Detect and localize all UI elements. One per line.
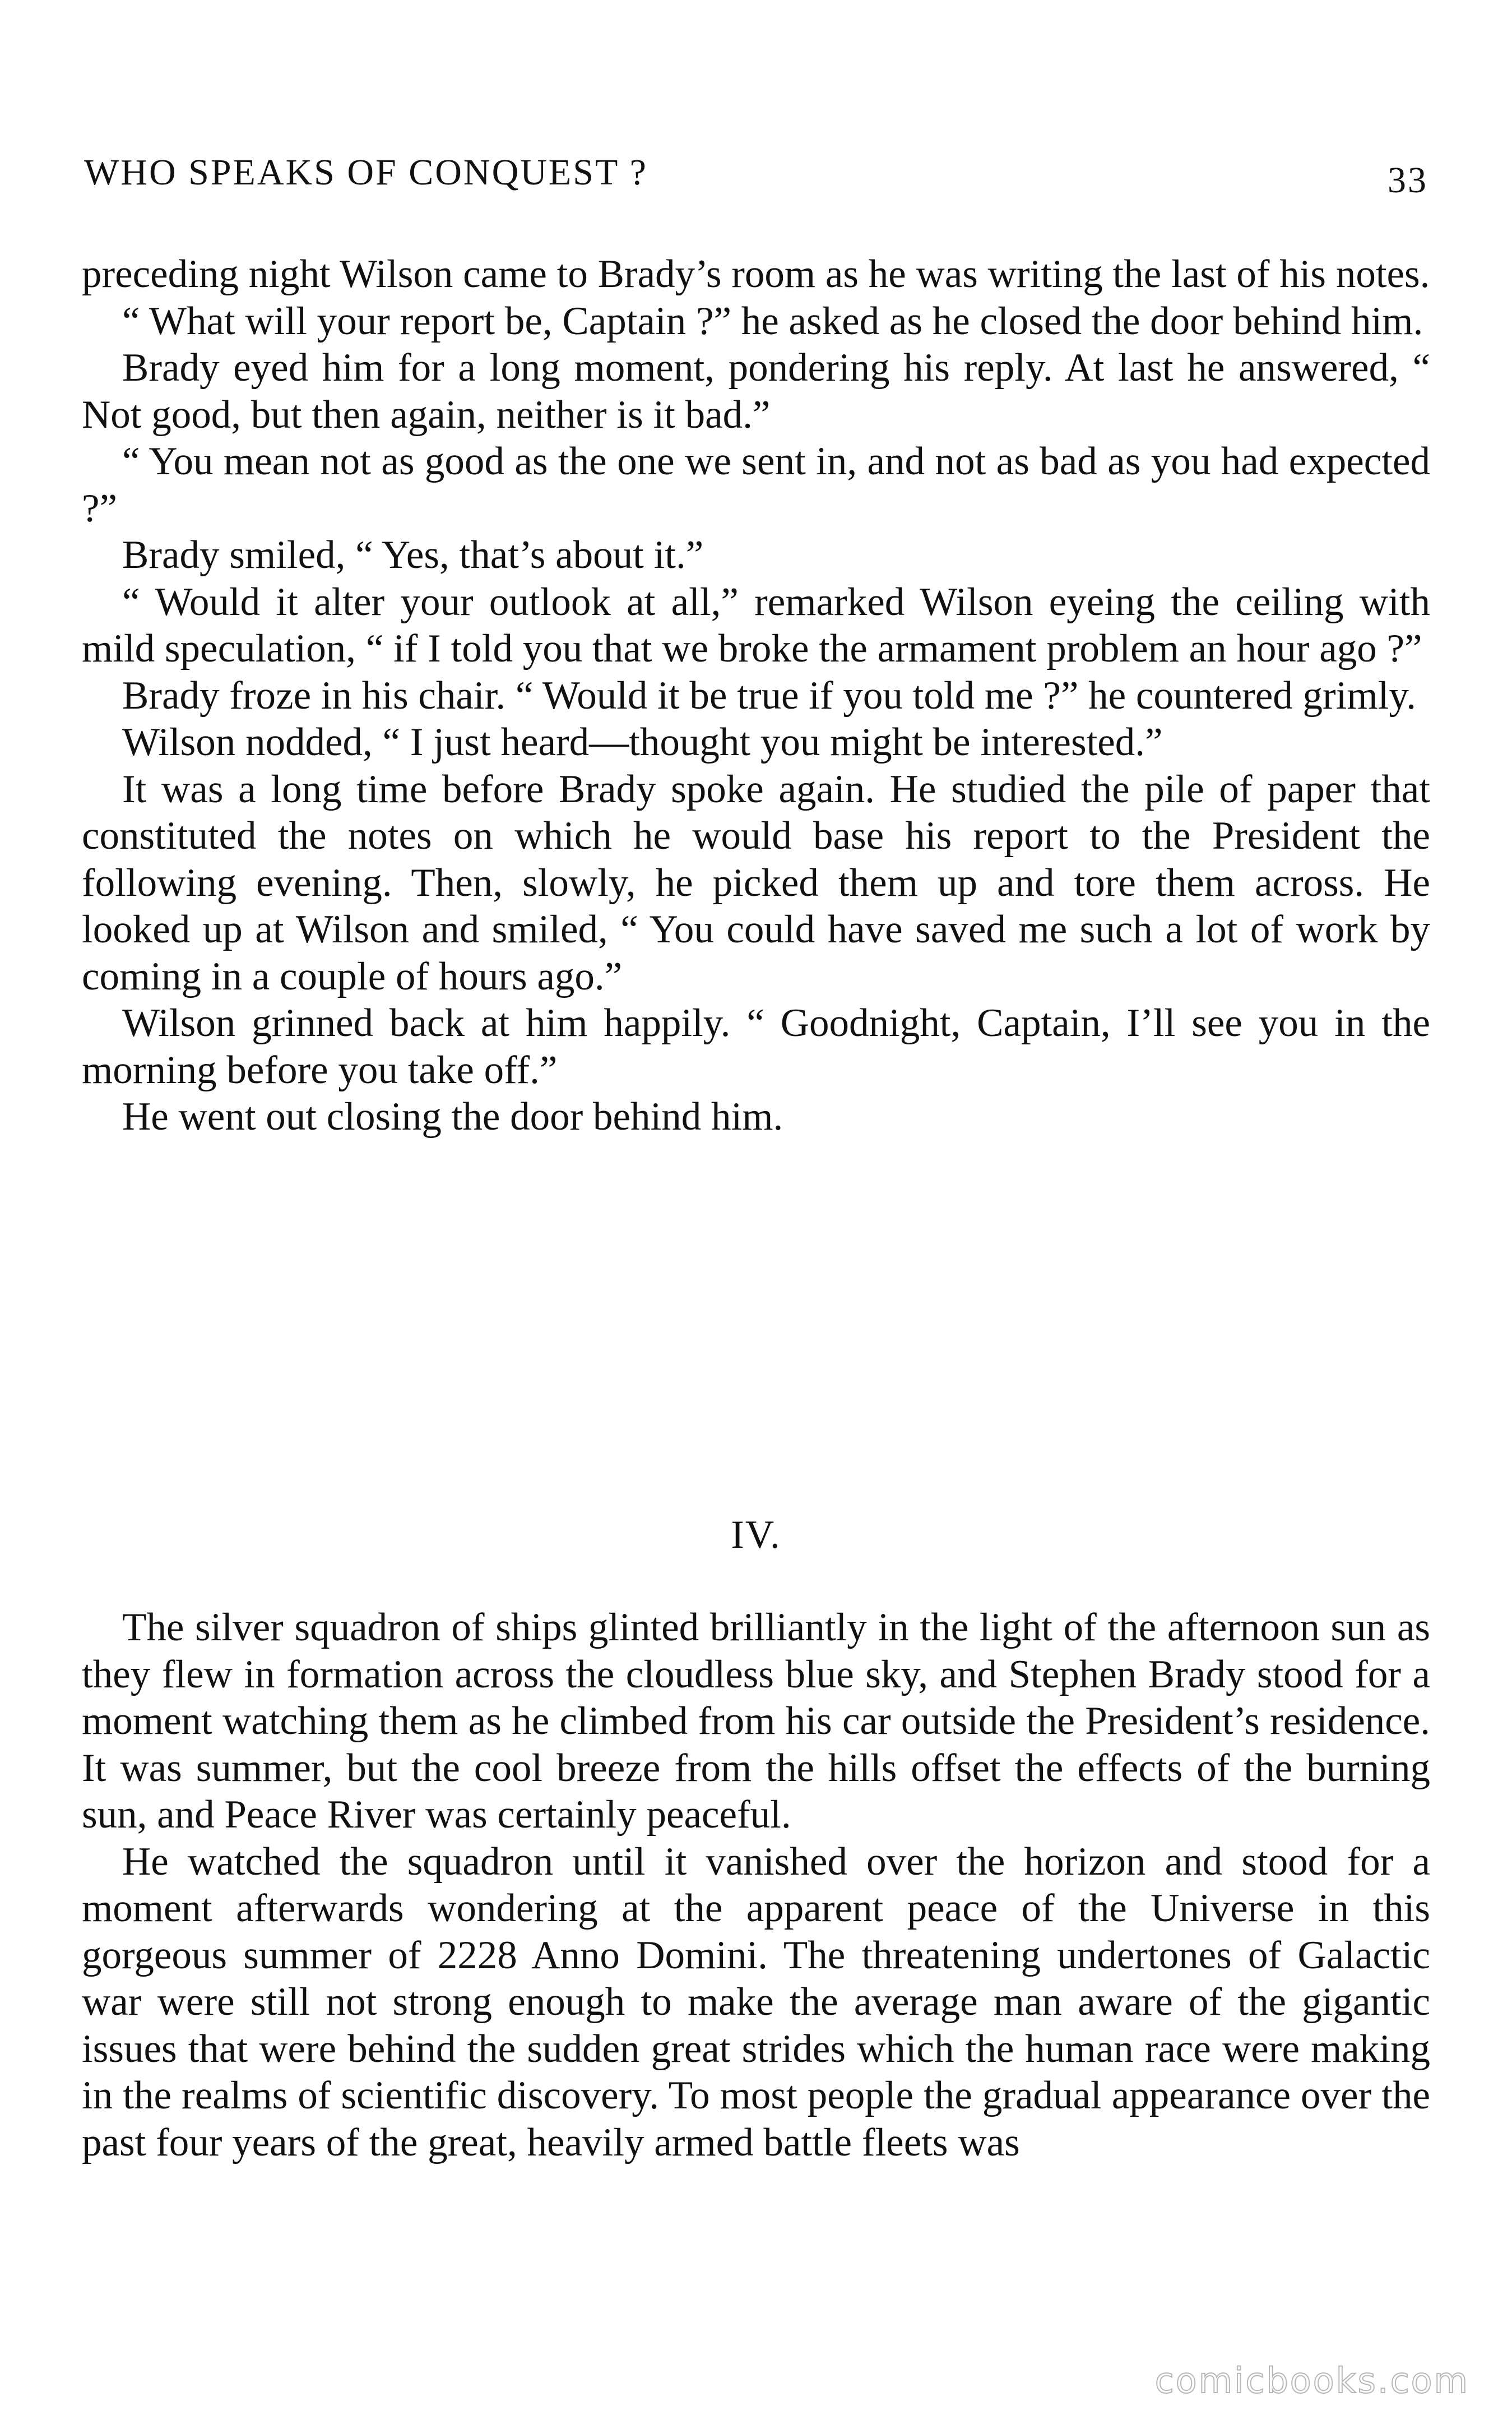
paragraph: Brady eyed him for a long moment, pondering his reply. At last he answered, “ Not good, but then again, neither is it bad.” [82, 346, 1430, 437]
paragraph: Wilson grinned back at him happily. “ Goodnight, Captain, I’ll see you in the morning before you take off.” [82, 1001, 1430, 1092]
paragraph: It was a long time before Brady spoke again. He studied the pile of paper that constituted the notes on which he would base his report to the President the following evening. Then, slowly, he picked them up and tore them across. He looked up at Wilson and smiled, “ You could have saved me such a lot of work by coming in a couple of hours ago.” [82, 767, 1430, 998]
paragraph: He went out closing the door behind him. [122, 1095, 783, 1139]
paragraph: Wilson nodded, “ I just heard—thought you might be interested.” [122, 720, 1163, 764]
paragraph: “ What will your report be, Captain ?” he asked as he closed the door behind him. [122, 299, 1423, 343]
paragraph: Brady smiled, “ Yes, that’s about it.” [122, 533, 704, 577]
section-heading: IV. [731, 1513, 781, 1557]
text-block-before-section [82, 251, 1430, 1141]
page-number: 33 [1388, 160, 1428, 201]
paragraph: Brady froze in his chair. “ Would it be true if you told me ?” he countered grimly. [122, 673, 1416, 718]
running-head: WHO SPEAKS OF CONQUEST ? [84, 152, 648, 193]
paragraph: The silver squadron of ships glinted brilliantly in the light of the afternoon sun as they flew in formation across the cloudless blue sky, and Stephen Brady stood for a moment watching them as he climbed from his car outside the President’s residence. It was summer, but the cool breeze from the hills offset the effects of the burning sun, and Peace River was certainly peaceful. [82, 1606, 1430, 1836]
paragraph: He watched the squadron until it vanished over the horizon and stood for a moment afterwards wondering at the apparent peace of the Universe in this gorgeous summer of 2228 Anno Domini. The threatening undertones of Galactic war were still not strong enough to make the average man aware of the gigantic issues that were behind the sudden great strides which the human race were making in the realms of scientific discovery. To most people the gradual appearance over the past four years of the great, heavily armed battle fleets was [82, 1839, 1430, 2164]
page-header [84, 151, 1428, 207]
paragraph: preceding night Wilson came to Brady’s room as he was writing the last of his notes. [82, 252, 1430, 296]
paragraph: “ You mean not as good as the one we sent in, and not as bad as you had expected ?” [82, 440, 1430, 530]
text-block-after-section [82, 1604, 1430, 2166]
paragraph: “ Would it alter your outlook at all,” remarked Wilson eyeing the ceiling with mild speculation, “ if I told you that we broke the armament problem an hour ago ?” [82, 580, 1430, 670]
source-watermark: comicbooks.com [1154, 2360, 1469, 2401]
